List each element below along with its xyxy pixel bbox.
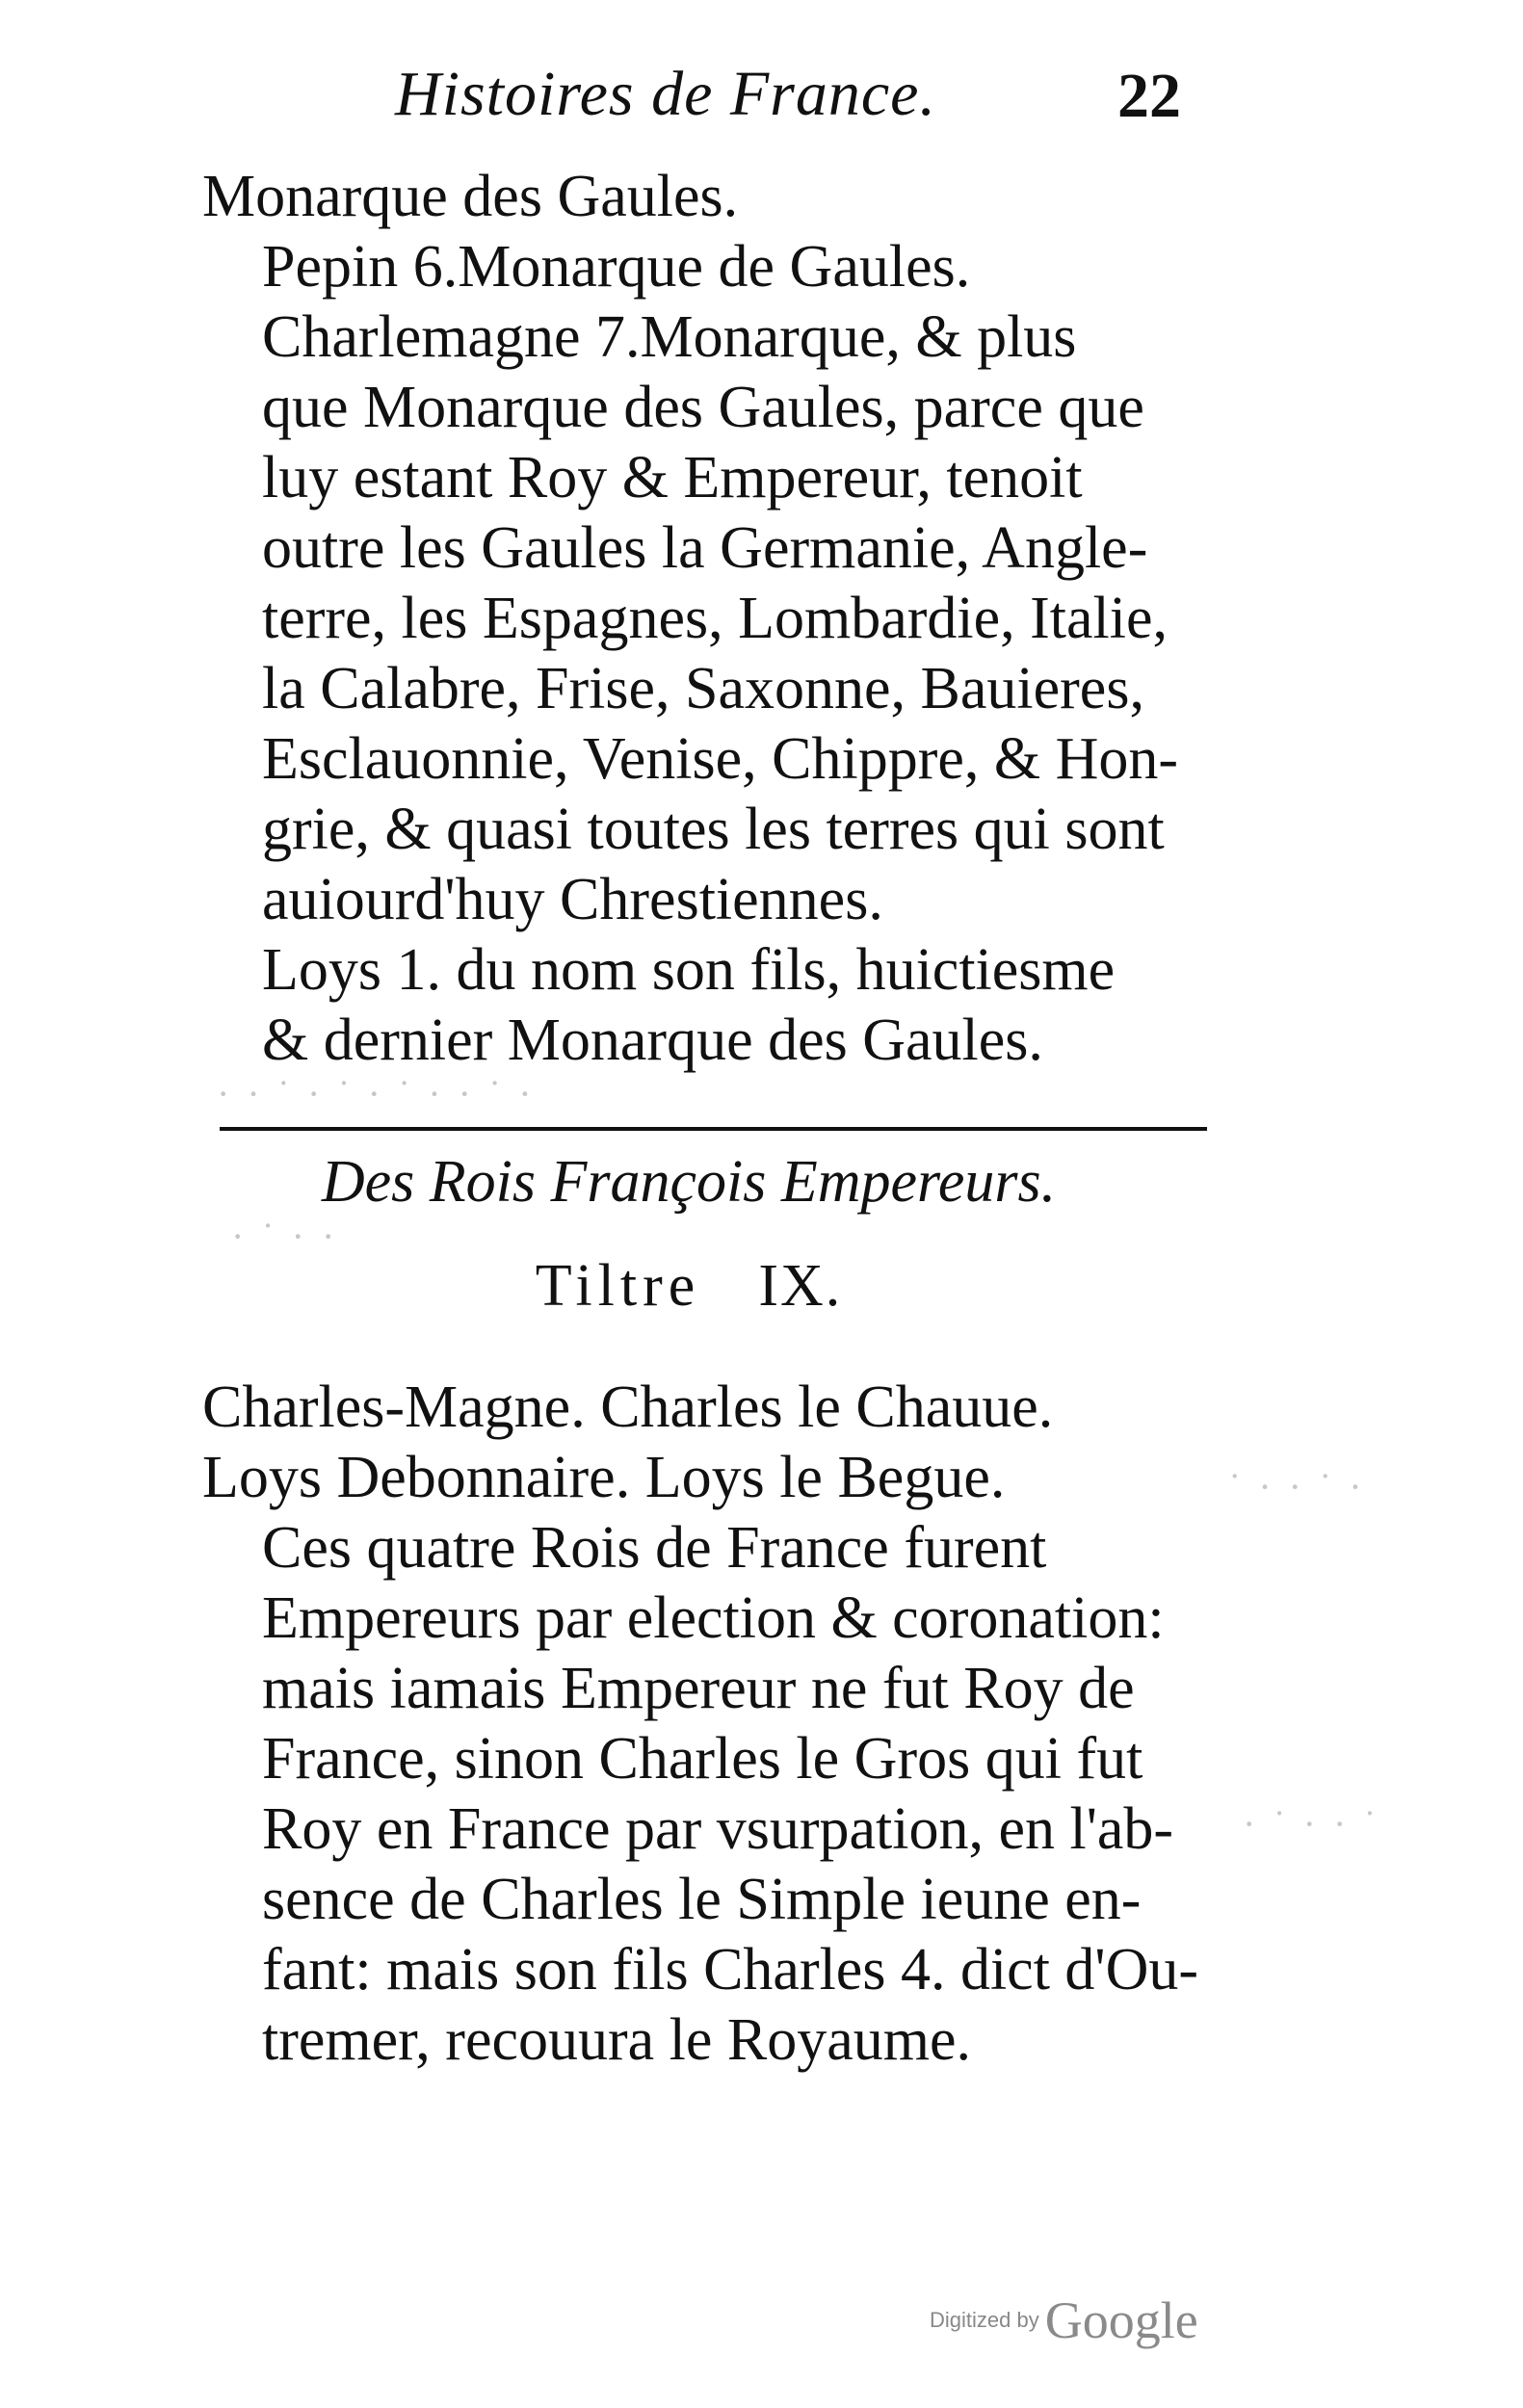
text-line: sence de Charles le Simple ieune en- [262,1867,1142,1932]
title-word: Tiltre [535,1253,701,1319]
paragraph-emperors [202,1513,1204,2076]
text-line: Loys 1. du nom son fils, huictiesme [262,937,1116,1003]
text-line: Loys Debonnaire. Loys le Begue. [202,1445,1006,1510]
section-1-body [202,162,1204,1076]
text-line: Esclauonnie, Venise, Chippre, & Hon- [262,726,1179,792]
paragraph-names [202,1373,1204,1513]
text-line: outre les Gaules la Germanie, Angle- [262,515,1148,581]
paragraph-continuation [202,162,1204,232]
text-line: tremer, recouura le Royaume. [262,2007,972,2073]
text-line: auiourd'huy Chrestiennes. [262,867,883,932]
section-heading: Des Rois François Empereurs. [321,1149,1057,1215]
section-divider [220,1127,1207,1131]
text-line: Ces quatre Rois de France furent [262,1515,1047,1581]
running-title: Histoires de France. [395,59,936,129]
digitized-watermark [930,2290,1198,2350]
paragraph-loys [202,935,1204,1076]
show-through-mark: · ˙ · · [231,1215,339,1258]
text-line: mais iamais Empereur ne fut Roy de [262,1656,1135,1721]
text-line: la Calabre, Frise, Saxonne, Bauieres, [262,656,1144,721]
text-line: France, sinon Charles le Gros qui fut [262,1726,1143,1792]
show-through-mark: · ˙ · · ˙ [1243,1802,1380,1845]
paragraph-pepin [202,232,1204,302]
text-line: Pepin 6.Monarque de Gaules. [262,234,971,300]
text-line: terre, les Espagnes, Lombardie, Italie, [262,586,1168,651]
title-number: IX. [758,1253,843,1319]
page-number: 22 [1117,61,1181,131]
text-line: Charlemagne 7.Monarque, & plus [262,304,1077,370]
text-line: fant: mais son fils Charles 4. dict d'Ou- [262,1937,1199,2002]
text-line: Charles-Magne. Charles le Chauue. [202,1374,1054,1440]
text-line: Roy en France par vsurpation, en l'ab- [262,1796,1174,1862]
text-line: que Monarque des Gaules, parce que [262,375,1144,440]
show-through-mark: · · ˙ · ˙ · ˙ · · ˙ · [217,1072,536,1115]
text-line: Empereurs par election & coronation: [262,1585,1165,1651]
section-2-body [202,1373,1204,2076]
show-through-mark: ˙ · · ˙ · [1228,1465,1366,1508]
text-line: & dernier Monarque des Gaules. [262,1008,1043,1073]
text-line: Monarque des Gaules. [202,164,739,229]
section-title [241,1252,1137,1321]
text-line: luy estant Roy & Empereur, tenoit [262,445,1083,510]
text-line: grie, & quasi toutes les terres qui sont [262,797,1165,862]
watermark-prefix: Digitized by [930,2308,1039,2332]
google-logo: Google [1044,2291,1198,2349]
paragraph-charlemagne [202,302,1204,935]
